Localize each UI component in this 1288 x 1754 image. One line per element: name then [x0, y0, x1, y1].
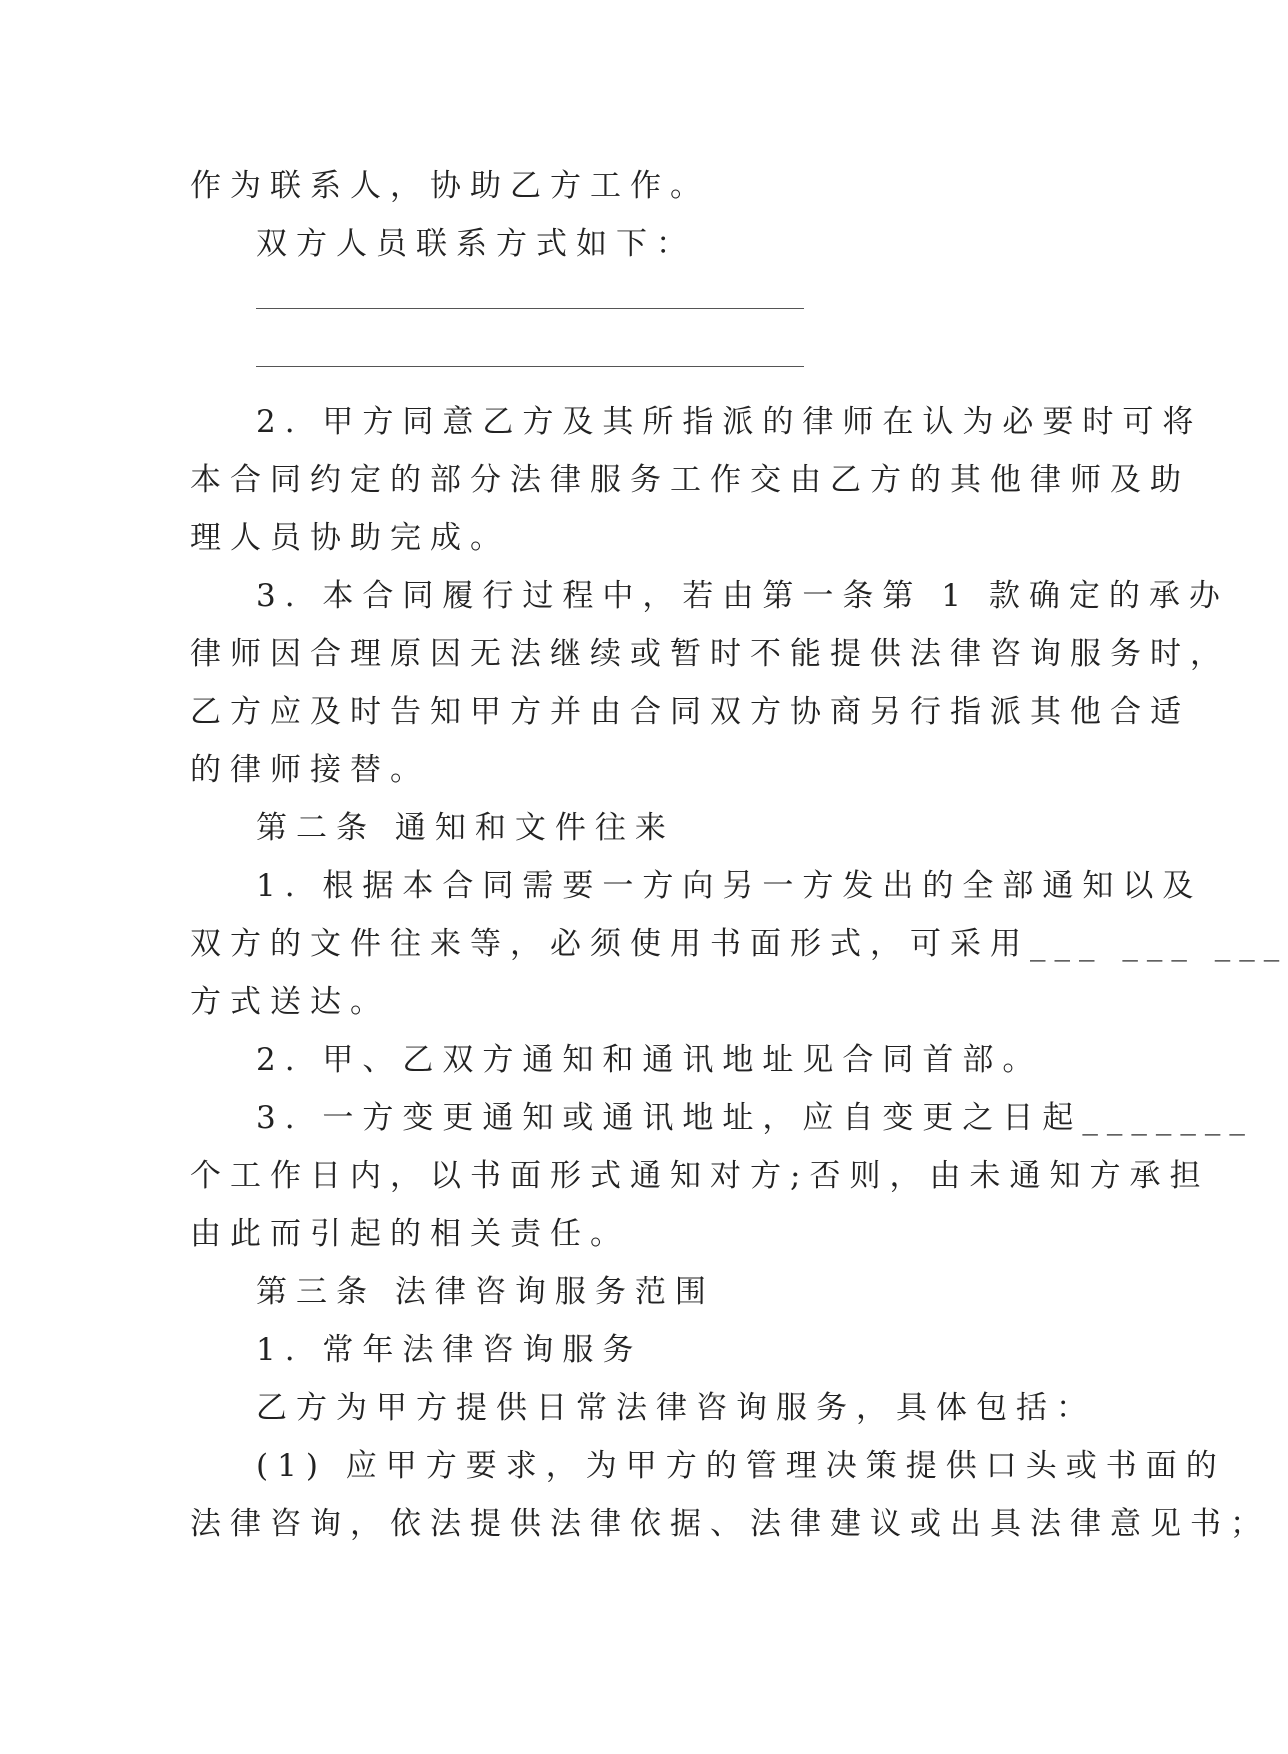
section-heading: 第二条 通知和文件往来: [256, 810, 675, 846]
text-line: 乙方应及时告知甲方并由合同双方协商另行指派其他合适: [190, 694, 1190, 730]
text-line: 作为联系人，协助乙方工作。: [190, 168, 710, 204]
text-line: 3. 本合同履行过程中，若由第一条第 1 款确定的承办: [256, 578, 1229, 614]
blank-fill-line: [256, 366, 804, 367]
section-heading: 第三条 法律咨询服务范围: [256, 1274, 715, 1310]
text-line: 1. 根据本合同需要一方向另一方发出的全部通知以及: [256, 868, 1203, 904]
text-line: (1) 应甲方要求，为甲方的管理决策提供口头或书面的: [256, 1448, 1226, 1484]
text-line: 乙方为甲方提供日常法律咨询服务，具体包括：: [256, 1390, 1096, 1426]
text-line: 法律咨询，依法提供法律依据、法律建议或出具法律意见书；: [190, 1506, 1270, 1542]
text-line: 3. 一方变更通知或通讯地址，应自变更之日起_______: [256, 1100, 1254, 1136]
text-line: 本合同约定的部分法律服务工作交由乙方的其他律师及助: [190, 462, 1190, 498]
text-line: 的律师接替。: [190, 752, 430, 788]
text-line: 2. 甲方同意乙方及其所指派的律师在认为必要时可将: [256, 404, 1203, 440]
text-line: 双方人员联系方式如下：: [256, 226, 696, 262]
text-line: 律师因合理原因无法继续或暂时不能提供法律咨询服务时，: [190, 636, 1230, 672]
text-line: 方式送达。: [190, 984, 390, 1020]
text-line: 个工作日内，以书面形式通知对方;否则，由未通知方承担: [190, 1158, 1210, 1194]
text-line: 理人员协助完成。: [190, 520, 510, 556]
blank-fill-line: [256, 308, 804, 309]
text-line: 双方的文件往来等，必须使用书面形式，可采用___ ___ ___: [190, 926, 1288, 962]
text-line: 2. 甲、乙双方通知和通讯地址见合同首部。: [256, 1042, 1043, 1078]
text-line: 1. 常年法律咨询服务: [256, 1332, 643, 1368]
text-line: 由此而引起的相关责任。: [190, 1216, 630, 1252]
